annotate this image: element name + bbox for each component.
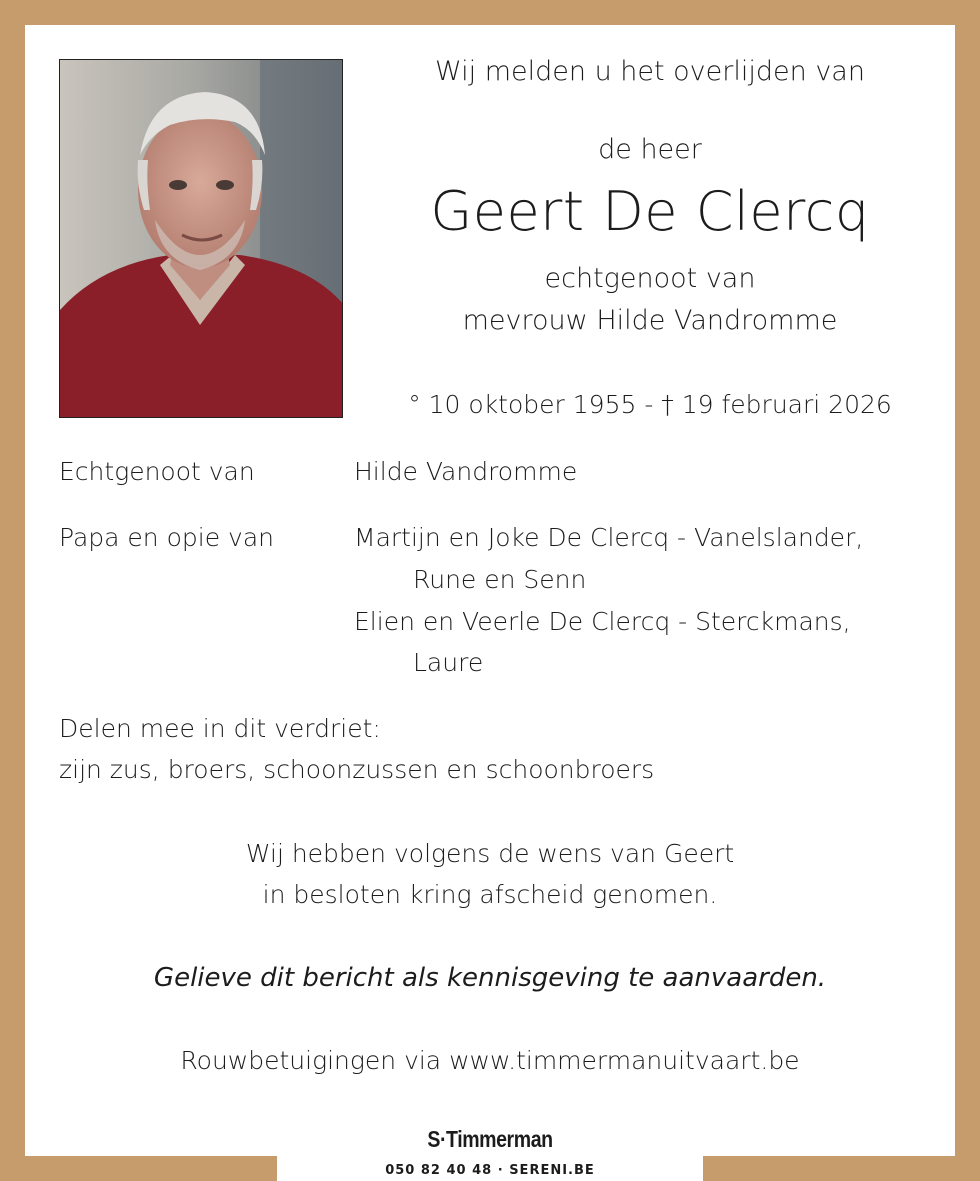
spouse-value: Hilde Vandromme xyxy=(354,457,578,486)
spouse-line-1: echtgenoot van xyxy=(544,263,756,294)
condolences-text: Rouwbetuigingen via www.timmermanuitvaart.be xyxy=(180,1046,800,1075)
farewell-line-1: Wij hebben volgens de wens van Geert xyxy=(245,839,735,868)
life-dates: ° 10 oktober 1955 - † 19 februari 2026 xyxy=(408,390,892,419)
funeral-home-contact: 050 82 40 48 · SERENI.BE xyxy=(385,1163,595,1178)
title-prefix: de heer xyxy=(598,134,702,165)
farewell-line-2: in besloten kring afscheid genomen. xyxy=(262,880,718,909)
funeral-home-logo: S·Timmerman xyxy=(427,1126,553,1152)
sharing-line-2: zijn zus, broers, schoonzussen en schoonbroers xyxy=(59,755,655,784)
portrait-photo xyxy=(59,59,343,418)
grandchildren-2: Laure xyxy=(413,648,484,677)
intro-text: Wij melden u het overlijden van xyxy=(435,56,865,87)
spouse-line-2: mevrouw Hilde Vandromme xyxy=(462,305,838,336)
children-label: Papa en opie van xyxy=(59,523,274,552)
child-family-2: Elien en Veerle De Clercq - Sterckmans, xyxy=(354,607,851,636)
deceased-name: Geert De Clercq xyxy=(430,180,870,243)
notice-text: Gelieve dit bericht als kennisgeving te aanvaarden. xyxy=(153,963,827,993)
child-family-1: Martijn en Joke De Clercq - Vanelslander, xyxy=(354,523,864,552)
spouse-label: Echtgenoot van xyxy=(59,457,255,486)
grandchildren-1: Rune en Senn xyxy=(413,565,587,594)
sharing-line-1: Delen mee in dit verdriet: xyxy=(59,714,381,743)
